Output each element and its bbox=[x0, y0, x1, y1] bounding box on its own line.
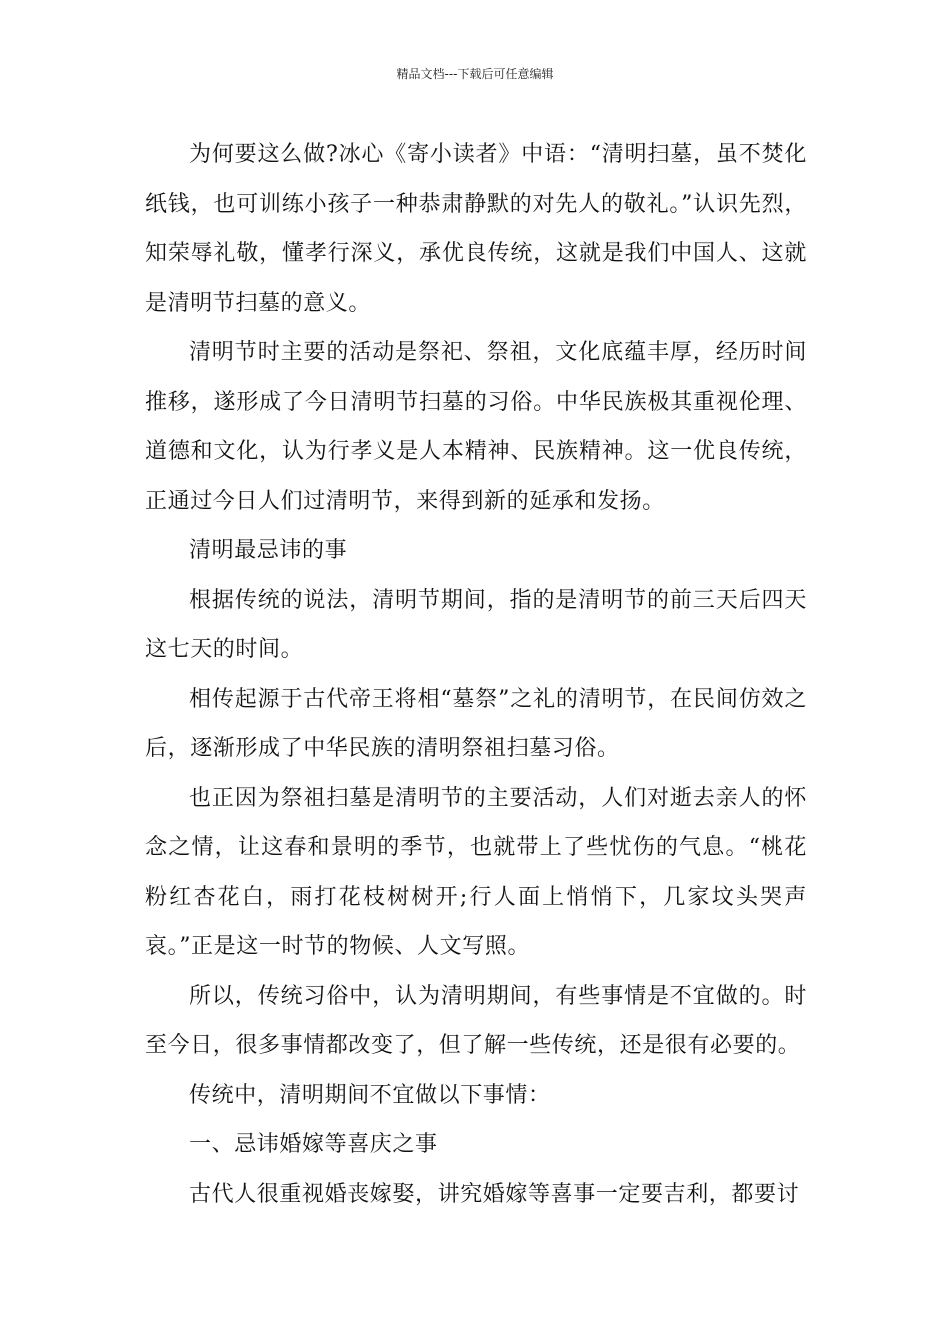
paragraph-2: 清明节时主要的活动是祭祀、祭祖，文化底蕴丰厚，经历时间推移，遂形成了今日清明节扫墓的习俗。中华民族极其重视伦理、道德和文化，认为行孝义是人本精神、民族精神。这一优良传统，正通过今日人们过清明节，来得到新的延承和发扬。 bbox=[145, 340, 807, 514]
paragraph-6: 所以，传统习俗中，认为清明期间，有些事情是不宜做的。时至今日，很多事情都改变了，但了解一些传统，还是很有必要的。 bbox=[145, 983, 807, 1058]
paragraph-3: 根据传统的说法，清明节期间，指的是清明节的前三天后四天这七天的时间。 bbox=[145, 587, 807, 662]
paragraph-1: 为何要这么做?冰心《寄小读者》中语：“清明扫墓，虽不焚化纸钱，也可训练小孩子一种恭肃静默的对先人的敬礼。”认识先烈，知荣辱礼敬，懂孝行深义，承优良传统，这就是我们中国人、这就是清明节扫墓的意义。 bbox=[145, 142, 807, 316]
page-header: 精品文档---下载后可任意编辑 bbox=[396, 67, 554, 81]
section-heading-taboos: 清明最忌讳的事 bbox=[189, 538, 348, 563]
paragraph-7: 传统中，清明期间不宜做以下事情： bbox=[189, 1082, 551, 1108]
paragraph-4: 相传起源于古代帝王将相“墓祭”之礼的清明节，在民间仿效之后，逐渐形成了中华民族的清明祭祖扫墓习俗。 bbox=[145, 686, 807, 761]
document-body bbox=[145, 130, 807, 1219]
paragraph-8: 古代人很重视婚丧嫁娶，讲究婚嫁等喜事一定要吉利，都要讨 bbox=[189, 1181, 800, 1207]
paragraph-5: 也正因为祭祖扫墓是清明节的主要活动，人们对逝去亲人的怀念之情，让这春和景明的季节，也就带上了些忧伤的气息。“桃花粉红杏花白，雨打花枝树树开;行人面上悄悄下，几家坟头哭声哀。”正是这一时节的物候、人文写照。 bbox=[145, 785, 807, 959]
subheading-1: 一、忌讳婚嫁等喜庆之事 bbox=[189, 1132, 438, 1157]
